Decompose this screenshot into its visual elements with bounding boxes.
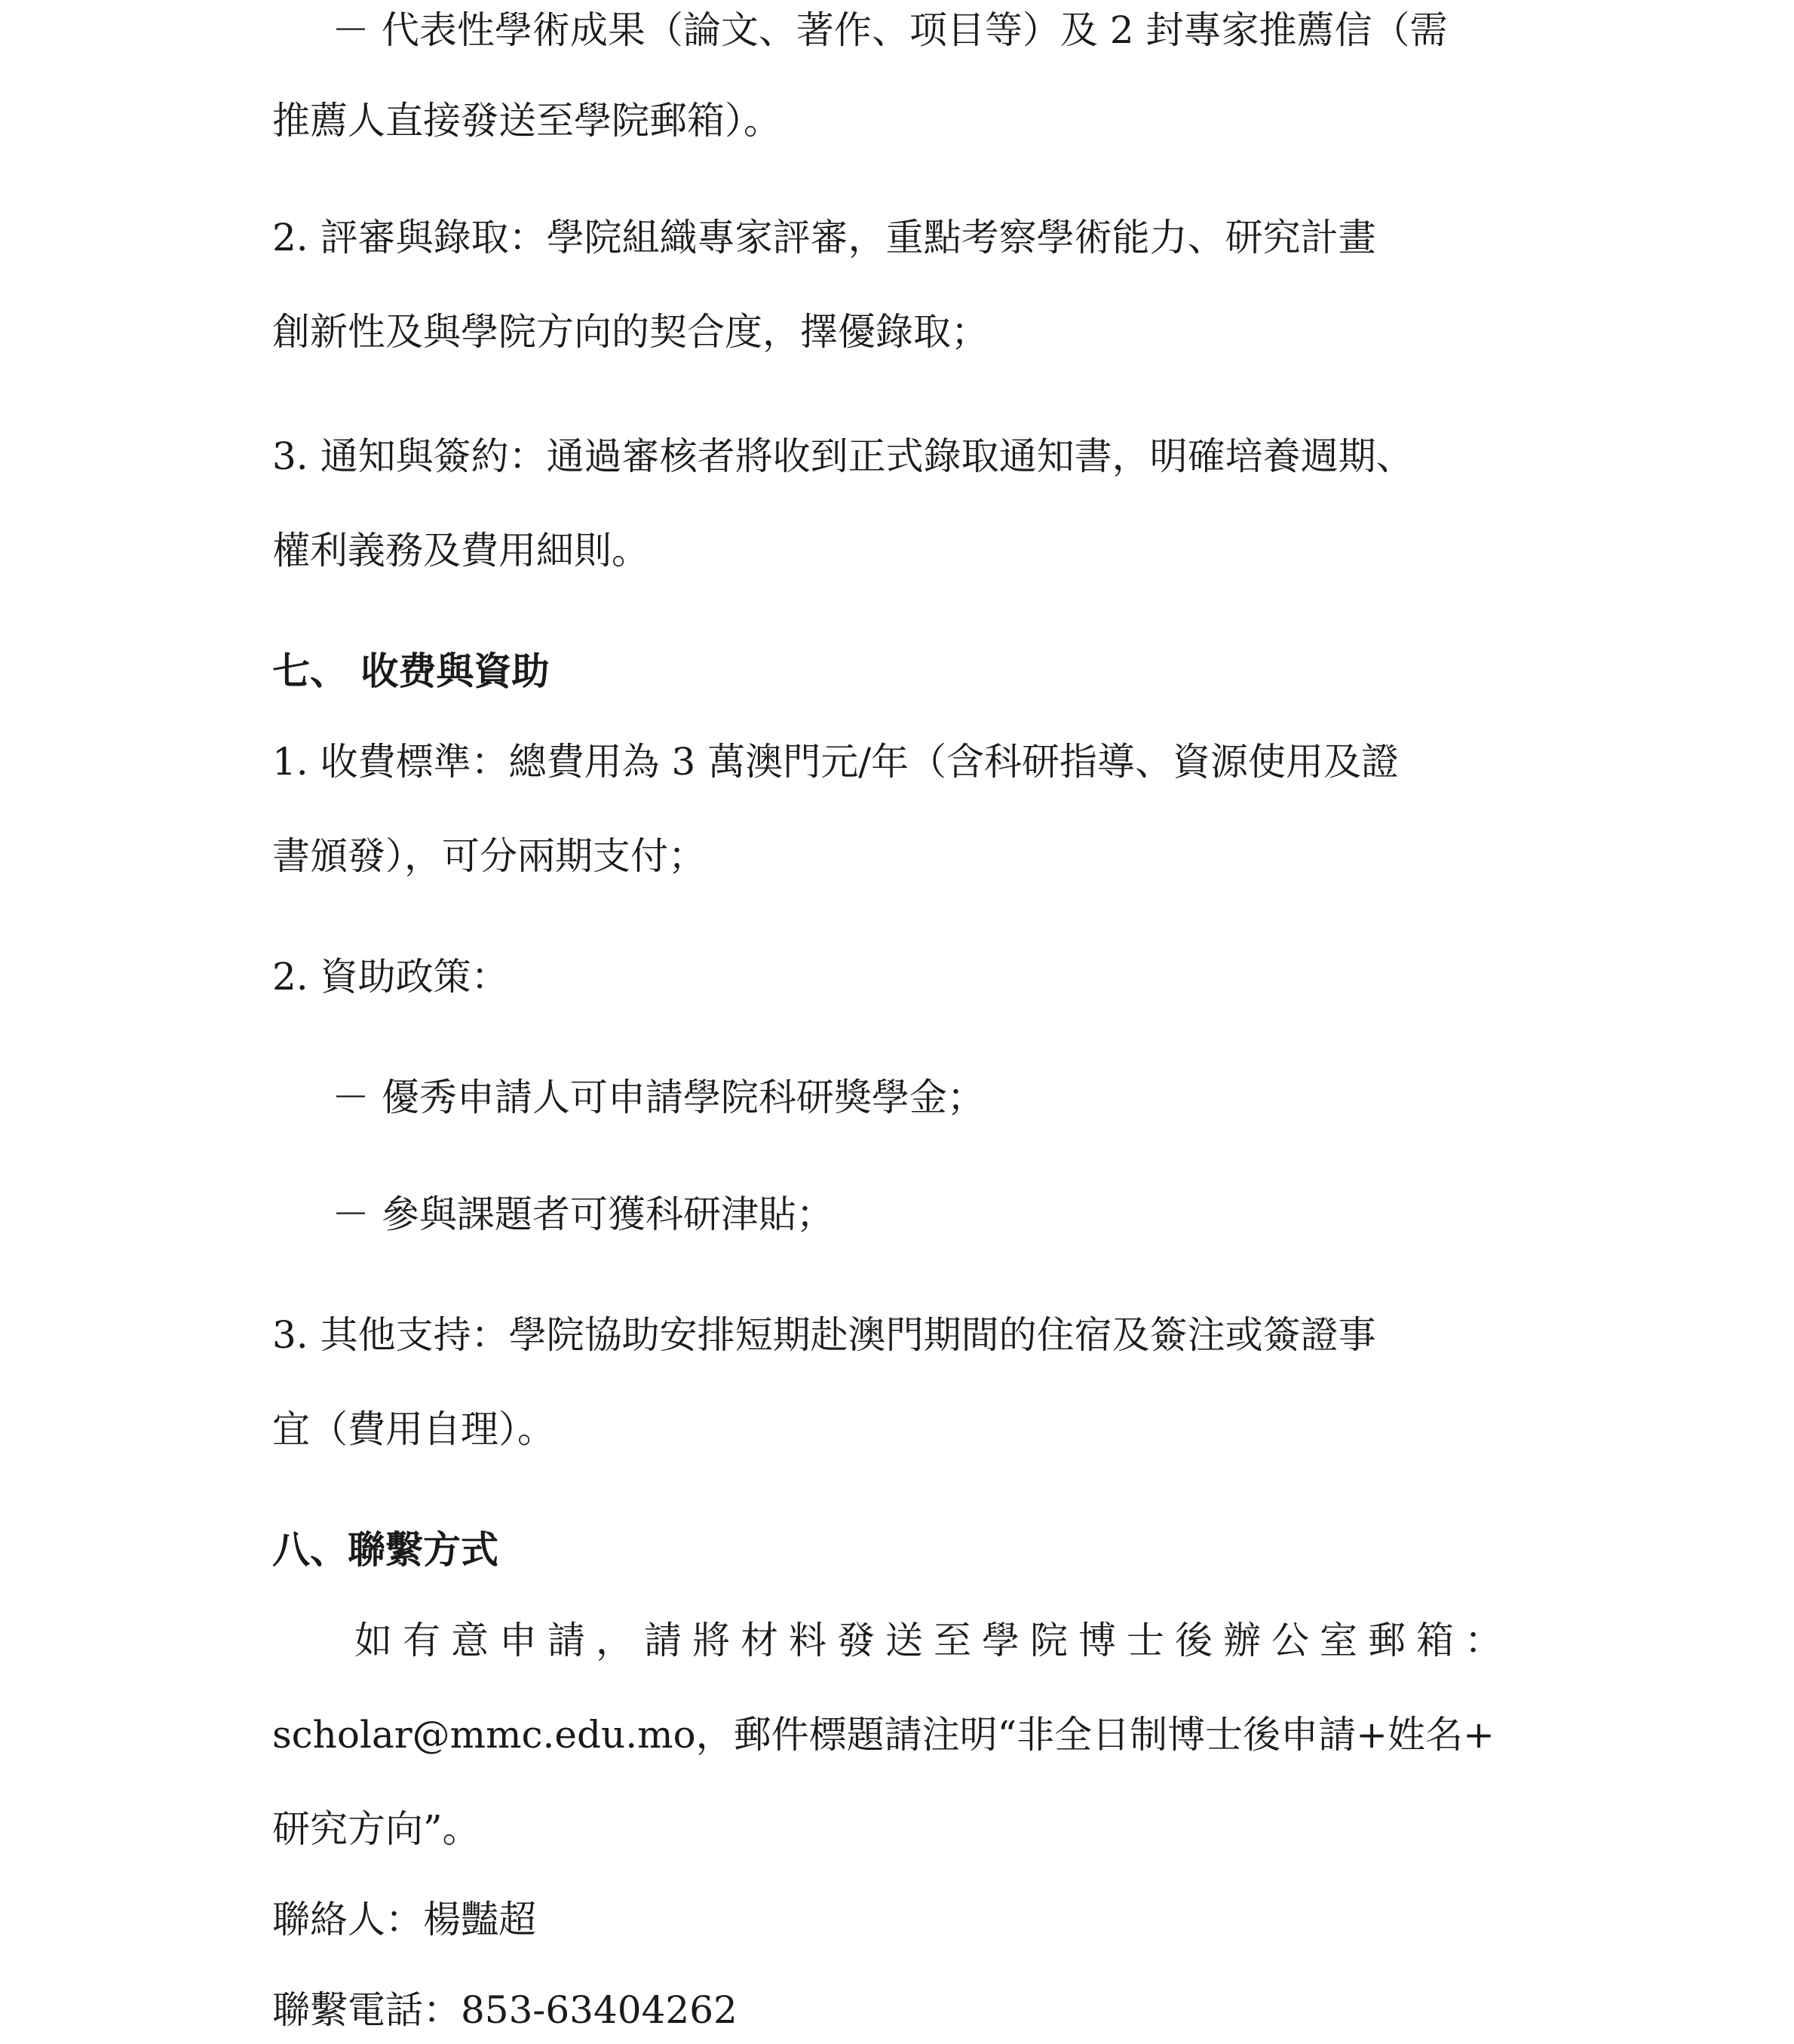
text-line: 宜（費用自理）。 xyxy=(272,1407,555,1451)
text-line: 權利義務及費用細則。 xyxy=(272,529,649,572)
contact-person: 聯絡人：楊豔超 xyxy=(272,1898,536,1941)
text-line: 書頒發），可分兩期支付； xyxy=(272,834,706,878)
text-line-dash-allowance: － 參與課題者可獲科研津貼； xyxy=(332,1192,834,1236)
text-line: 創新性及與學院方向的契合度，擇優錄取； xyxy=(272,310,989,354)
text-line-dash-scholarship: － 優秀申請人可申請學院科研獎學金； xyxy=(332,1076,985,1119)
text-line: 研究方向”。 xyxy=(272,1807,480,1851)
text-line-apply-intro: 如有意申請，請將材料發送至學院博士後辦公室郵箱： xyxy=(354,1619,1513,1662)
text-line-notify: 3. 通知與簽約：通過審核者將收到正式錄取通知書，明確培養週期、 xyxy=(272,434,1414,478)
text-line-fee-standard: 1. 收費標準：總費用為 3 萬澳門元/年（含科研指導、資源使用及證 xyxy=(272,740,1400,784)
section-heading-contact: 八、聯繫方式 xyxy=(272,1528,498,1572)
text-line-dash-materials: － 代表性學術成果（論文、著作、项目等）及 2 封專家推薦信（需 xyxy=(332,8,1448,52)
contact-phone: 聯繫電話：853-63404262 xyxy=(272,1988,738,2032)
text-line: 推薦人直接發送至學院郵箱）。 xyxy=(272,99,781,143)
text-line-other-support: 3. 其他支持：學院協助安排短期赴澳門期間的住宿及簽注或簽證事 xyxy=(272,1313,1376,1357)
text-line-funding-policy: 2. 資助政策： xyxy=(272,955,509,999)
section-heading-fees: 七、 收费與資助 xyxy=(272,649,550,693)
text-line-review: 2. 評審與錄取：學院組織專家評審，重點考察學術能力、研究計畫 xyxy=(272,216,1376,259)
text-line-email: scholar@mmc.edu.mo，郵件標題請注明“非全日制博士後申請+姓名+ xyxy=(272,1713,1495,1757)
